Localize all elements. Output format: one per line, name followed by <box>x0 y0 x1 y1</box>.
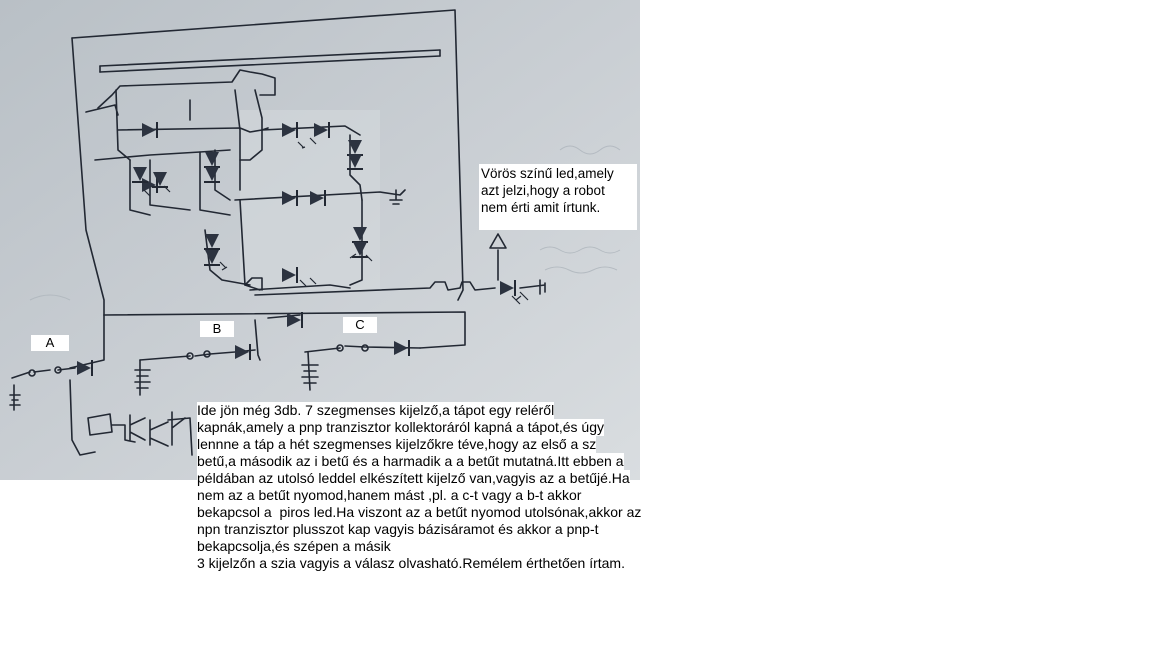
description-line: npn tranzisztor plusszot kap vagyis bázisáramot és akkor a pnp-t <box>197 521 599 537</box>
description-line: lennne a táp a hét szegmenses kijelzőkre téve,hogy az első a sz <box>197 436 597 452</box>
description-line: bekapcsolja,és szépen a másik <box>197 538 391 554</box>
label-a: A <box>31 335 69 351</box>
description-line: 3 kijelzőn a szia vagyis a válasz olvasható.Remélem érthetően írtam. <box>197 555 625 571</box>
label-c: C <box>343 317 377 333</box>
description-line: betű,a második az i betű és a harmadik a a betűt mutatná.Itt ebben a <box>197 453 624 469</box>
description-line: Ide jön még 3db. 7 szegmenses kijelző,a tápot egy reléről <box>197 402 555 418</box>
description-line: kapnák,amely a pnp tranzisztor kollektoráról kapná a tápot,és úgy <box>197 419 605 435</box>
description-text <box>197 402 667 572</box>
red-led-note: Vörös színű led,amely azt jelzi,hogy a robot nem érti amit írtunk. <box>479 164 637 230</box>
description-line: nem az a betűt nyomod,hanem mást ,pl. a c-t vagy a b-t akkor <box>197 487 582 503</box>
label-b: B <box>200 321 234 337</box>
description-line: példában az utolsó leddel elkészített kijelző van,vagyis az a betűjé.Ha <box>197 470 630 486</box>
description-line: bekapcsol a piros led.Ha viszont az a betűt nyomod utolsónak,akkor az <box>197 504 642 520</box>
